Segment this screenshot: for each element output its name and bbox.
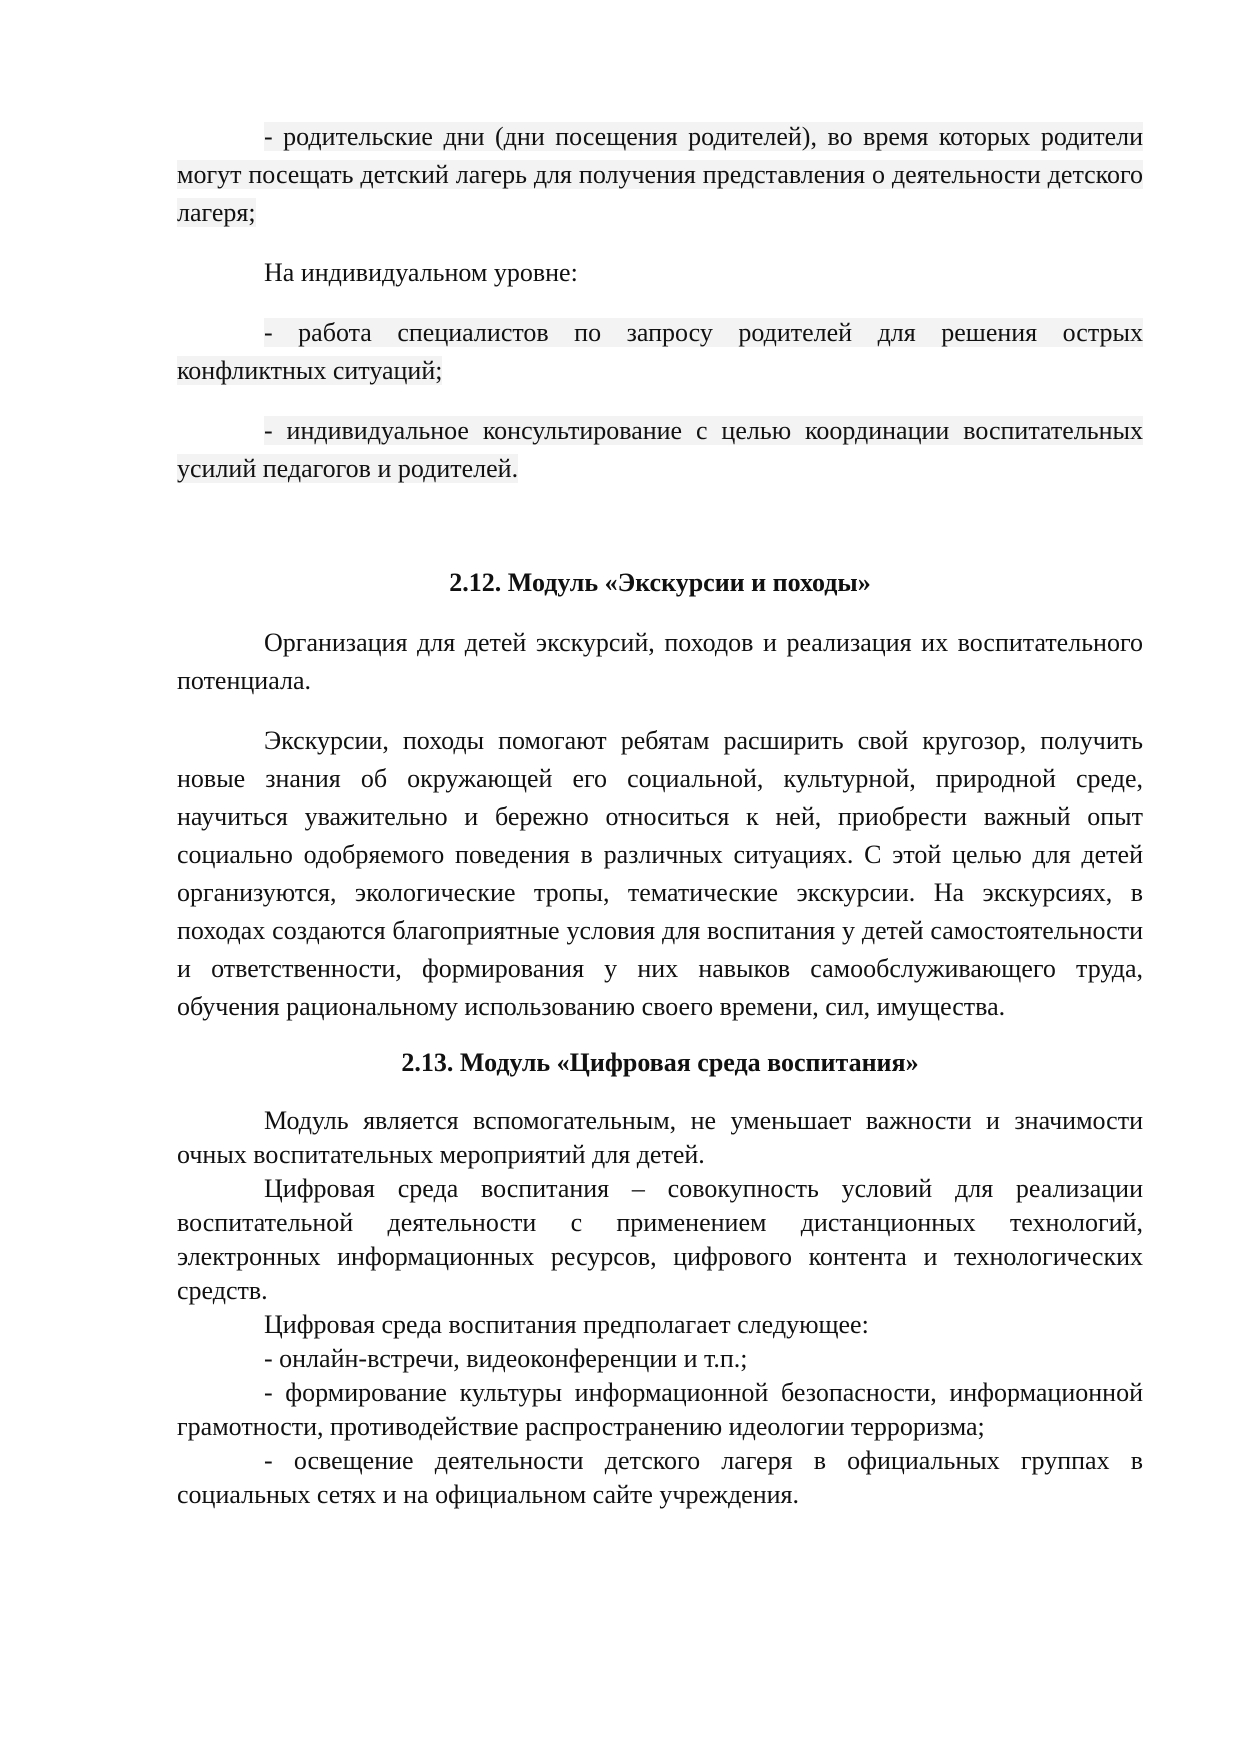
- document-page: [177, 118, 1143, 1512]
- section-heading-digital-environment: 2.13. Модуль «Цифровая среда воспитания»: [401, 1048, 919, 1077]
- paragraph-excursions-intro: Организация для детей экскурсий, походов и реализация их воспитательного потенциала.: [177, 628, 1143, 695]
- paragraph-excursions-body: Экскурсии, походы помогают ребятам расширить свой кругозор, получить новые знания об окружающей его социальной, культурной, природной среде, научиться уважительно и бережно относиться к ней, приобрести важный опыт социально одобряемого поведения в различных ситуациях. С этой целью для детей организуются, экологические тропы, тематические экскурсии. На экскурсиях, в походах создаются благоприятные условия для воспитания у детей самостоятельности и ответственности, формирования у них навыков самообслуживающего труда, обучения рациональному использованию своего времени, сил, имущества.: [177, 726, 1143, 1021]
- paragraph-module-auxiliary: Модуль является вспомогательным, не уменьшает важности и значимости очных воспитательных мероприятий для детей.: [177, 1106, 1143, 1169]
- digital-environment-body: [177, 1104, 1143, 1512]
- list-item-online-meetings: - онлайн-встречи, видеоконференции и т.п.;: [264, 1344, 748, 1373]
- paragraph-digital-definition: Цифровая среда воспитания – совокупность условий для реализации воспитательной деятельности с применением дистанционных технологий, электронных информационных ресурсов, цифрового контента и технологических средств.: [177, 1174, 1143, 1305]
- paragraph-individual-level: На индивидуальном уровне:: [264, 258, 578, 287]
- paragraph-specialists-work: - работа специалистов по запросу родителей для решения острых конфликтных ситуаций;: [177, 318, 1143, 385]
- paragraph-parent-days: - родительские дни (дни посещения родителей), во время которых родители могут посещать детский лагерь для получения представления о деятельности детского лагеря;: [177, 122, 1143, 227]
- list-item-social-coverage: - освещение деятельности детского лагеря в официальных группах в социальных сетях и на официальном сайте учреждения.: [177, 1446, 1143, 1509]
- list-item-info-security: - формирование культуры информационной безопасности, информационной грамотности, противодействие распространению идеологии терроризма;: [177, 1378, 1143, 1441]
- section-heading-excursions: 2.12. Модуль «Экскурсии и походы»: [449, 568, 871, 597]
- paragraph-individual-consulting: - индивидуальное консультирование с целью координации воспитательных усилий педагогов и родителей.: [177, 416, 1143, 483]
- paragraph-digital-includes: Цифровая среда воспитания предполагает следующее:: [264, 1310, 869, 1339]
